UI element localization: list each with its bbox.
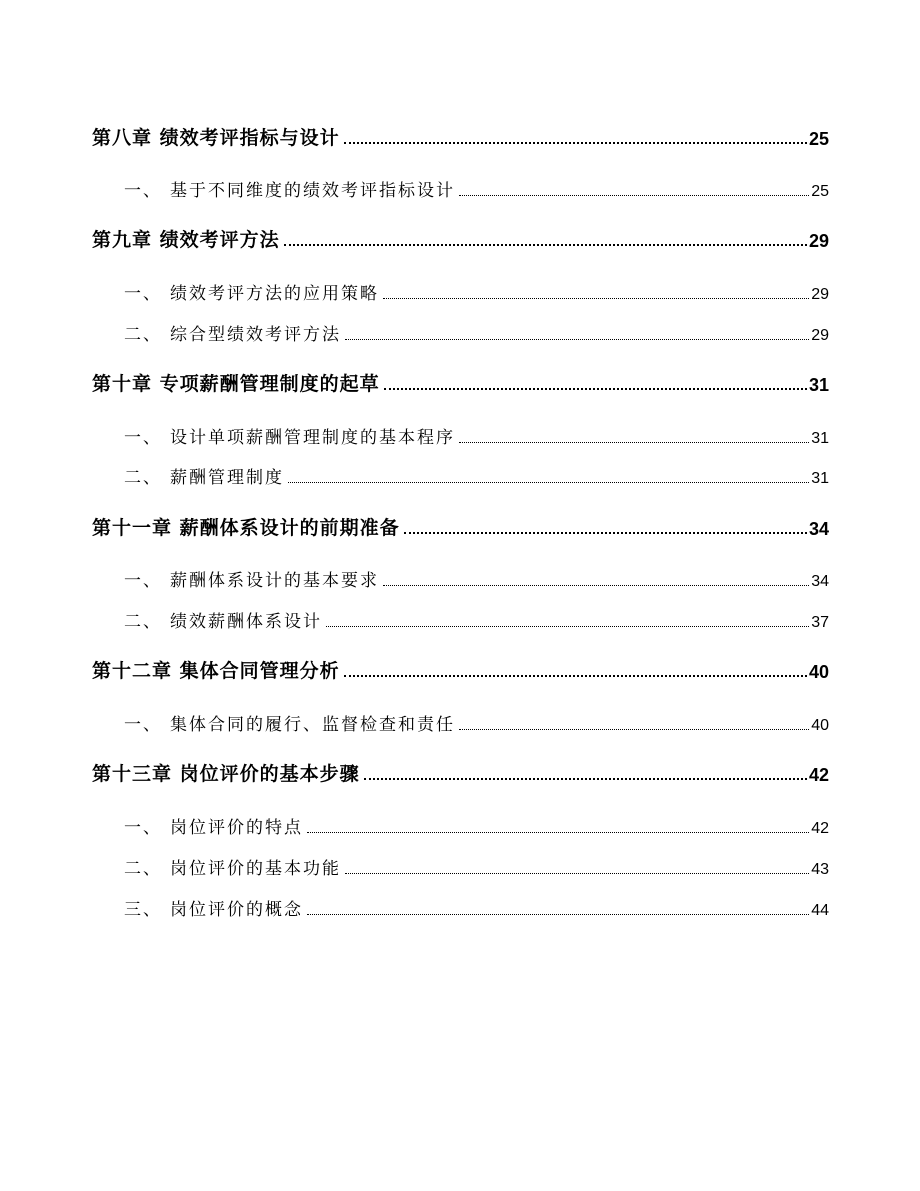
toc-entry-title: 第八章 绩效考评指标与设计 bbox=[92, 127, 340, 149]
toc-section[interactable] bbox=[124, 707, 829, 735]
toc-entry-number: 一、 bbox=[124, 284, 162, 304]
toc-entry-title: 第九章 绩效考评方法 bbox=[92, 229, 280, 251]
toc-entry-title: 第十章 专项薪酬管理制度的起草 bbox=[92, 373, 380, 395]
toc-entry-title: 薪酬管理制度 bbox=[170, 468, 284, 488]
toc-entry-number: 二、 bbox=[124, 468, 162, 488]
toc-entry-title: 绩效考评方法的应用策略 bbox=[170, 284, 379, 304]
toc-chapter-11[interactable] bbox=[92, 512, 829, 540]
toc-section[interactable] bbox=[124, 420, 829, 448]
toc-entry-page: 40 bbox=[808, 662, 829, 682]
toc-chapter-13[interactable] bbox=[92, 758, 829, 786]
dot-leader bbox=[344, 142, 807, 144]
toc-entry-number: 一、 bbox=[124, 428, 162, 448]
toc-entry-number: 二、 bbox=[124, 612, 162, 632]
toc-entry-number: 一、 bbox=[124, 181, 162, 201]
dot-leader bbox=[383, 585, 809, 586]
toc-section[interactable] bbox=[124, 276, 829, 304]
dot-leader bbox=[384, 388, 807, 390]
toc-entry-page: 29 bbox=[811, 327, 829, 344]
dot-leader bbox=[284, 244, 807, 246]
dot-leader bbox=[307, 832, 809, 833]
toc-chapter-10[interactable] bbox=[92, 368, 829, 396]
toc-entry-number: 一、 bbox=[124, 715, 162, 735]
toc-entry-page: 29 bbox=[811, 286, 829, 303]
dot-leader bbox=[344, 675, 807, 677]
toc-entry-number: 二、 bbox=[124, 859, 162, 879]
toc-entry-title: 基于不同维度的绩效考评指标设计 bbox=[170, 181, 455, 201]
toc-entry-number: 一、 bbox=[124, 818, 162, 838]
dot-leader bbox=[326, 626, 809, 627]
dot-leader bbox=[459, 442, 809, 443]
toc-entry-page: 31 bbox=[811, 470, 829, 487]
dot-leader bbox=[345, 339, 809, 340]
toc-entry-page: 31 bbox=[808, 375, 829, 395]
toc-chapter-9[interactable] bbox=[92, 224, 829, 252]
toc-entry-page: 42 bbox=[811, 820, 829, 837]
toc-entry-page: 44 bbox=[811, 902, 829, 919]
toc-section[interactable] bbox=[124, 563, 829, 591]
toc-entry-number: 一、 bbox=[124, 571, 162, 591]
toc-entry-page: 25 bbox=[808, 129, 829, 149]
toc-entry-page: 34 bbox=[808, 519, 829, 539]
toc-entry-title: 集体合同的履行、监督检查和责任 bbox=[170, 715, 455, 735]
dot-leader bbox=[288, 482, 809, 483]
toc-entry-title: 绩效薪酬体系设计 bbox=[170, 612, 322, 632]
toc-section[interactable] bbox=[124, 810, 829, 838]
toc-section[interactable] bbox=[124, 317, 829, 345]
toc-chapter-12[interactable] bbox=[92, 655, 829, 683]
toc-section[interactable] bbox=[124, 604, 829, 632]
toc-entry-page: 43 bbox=[811, 861, 829, 878]
toc-entry-page: 25 bbox=[811, 183, 829, 200]
dot-leader bbox=[459, 729, 809, 730]
toc-entry-title: 第十一章 薪酬体系设计的前期准备 bbox=[92, 517, 400, 539]
toc-entry-title: 第十三章 岗位评价的基本步骤 bbox=[92, 763, 360, 785]
toc-entry-page: 34 bbox=[811, 573, 829, 590]
toc-entry-title: 综合型绩效考评方法 bbox=[170, 325, 341, 345]
toc-entry-page: 37 bbox=[811, 614, 829, 631]
toc-section[interactable] bbox=[124, 173, 829, 201]
toc-section[interactable] bbox=[124, 460, 829, 488]
toc-entry-title: 设计单项薪酬管理制度的基本程序 bbox=[170, 428, 455, 448]
dot-leader bbox=[404, 532, 807, 534]
toc-entry-title: 岗位评价的基本功能 bbox=[170, 859, 341, 879]
toc-entry-page: 40 bbox=[811, 717, 829, 734]
toc-entry-page: 29 bbox=[808, 231, 829, 251]
toc-chapter-8[interactable] bbox=[92, 122, 829, 150]
toc-entry-number: 三、 bbox=[124, 900, 162, 920]
dot-leader bbox=[345, 873, 809, 874]
toc-entry-title: 第十二章 集体合同管理分析 bbox=[92, 660, 340, 682]
dot-leader bbox=[383, 298, 809, 299]
toc-section[interactable] bbox=[124, 851, 829, 879]
toc-section[interactable] bbox=[124, 892, 829, 920]
dot-leader bbox=[459, 195, 809, 196]
toc-entry-title: 岗位评价的概念 bbox=[170, 900, 303, 920]
dot-leader bbox=[307, 914, 809, 915]
toc-entry-title: 薪酬体系设计的基本要求 bbox=[170, 571, 379, 591]
toc-entry-page: 31 bbox=[811, 430, 829, 447]
toc-entry-title: 岗位评价的特点 bbox=[170, 818, 303, 838]
toc-entry-number: 二、 bbox=[124, 325, 162, 345]
toc-entry-page: 42 bbox=[808, 765, 829, 785]
dot-leader bbox=[364, 778, 807, 780]
